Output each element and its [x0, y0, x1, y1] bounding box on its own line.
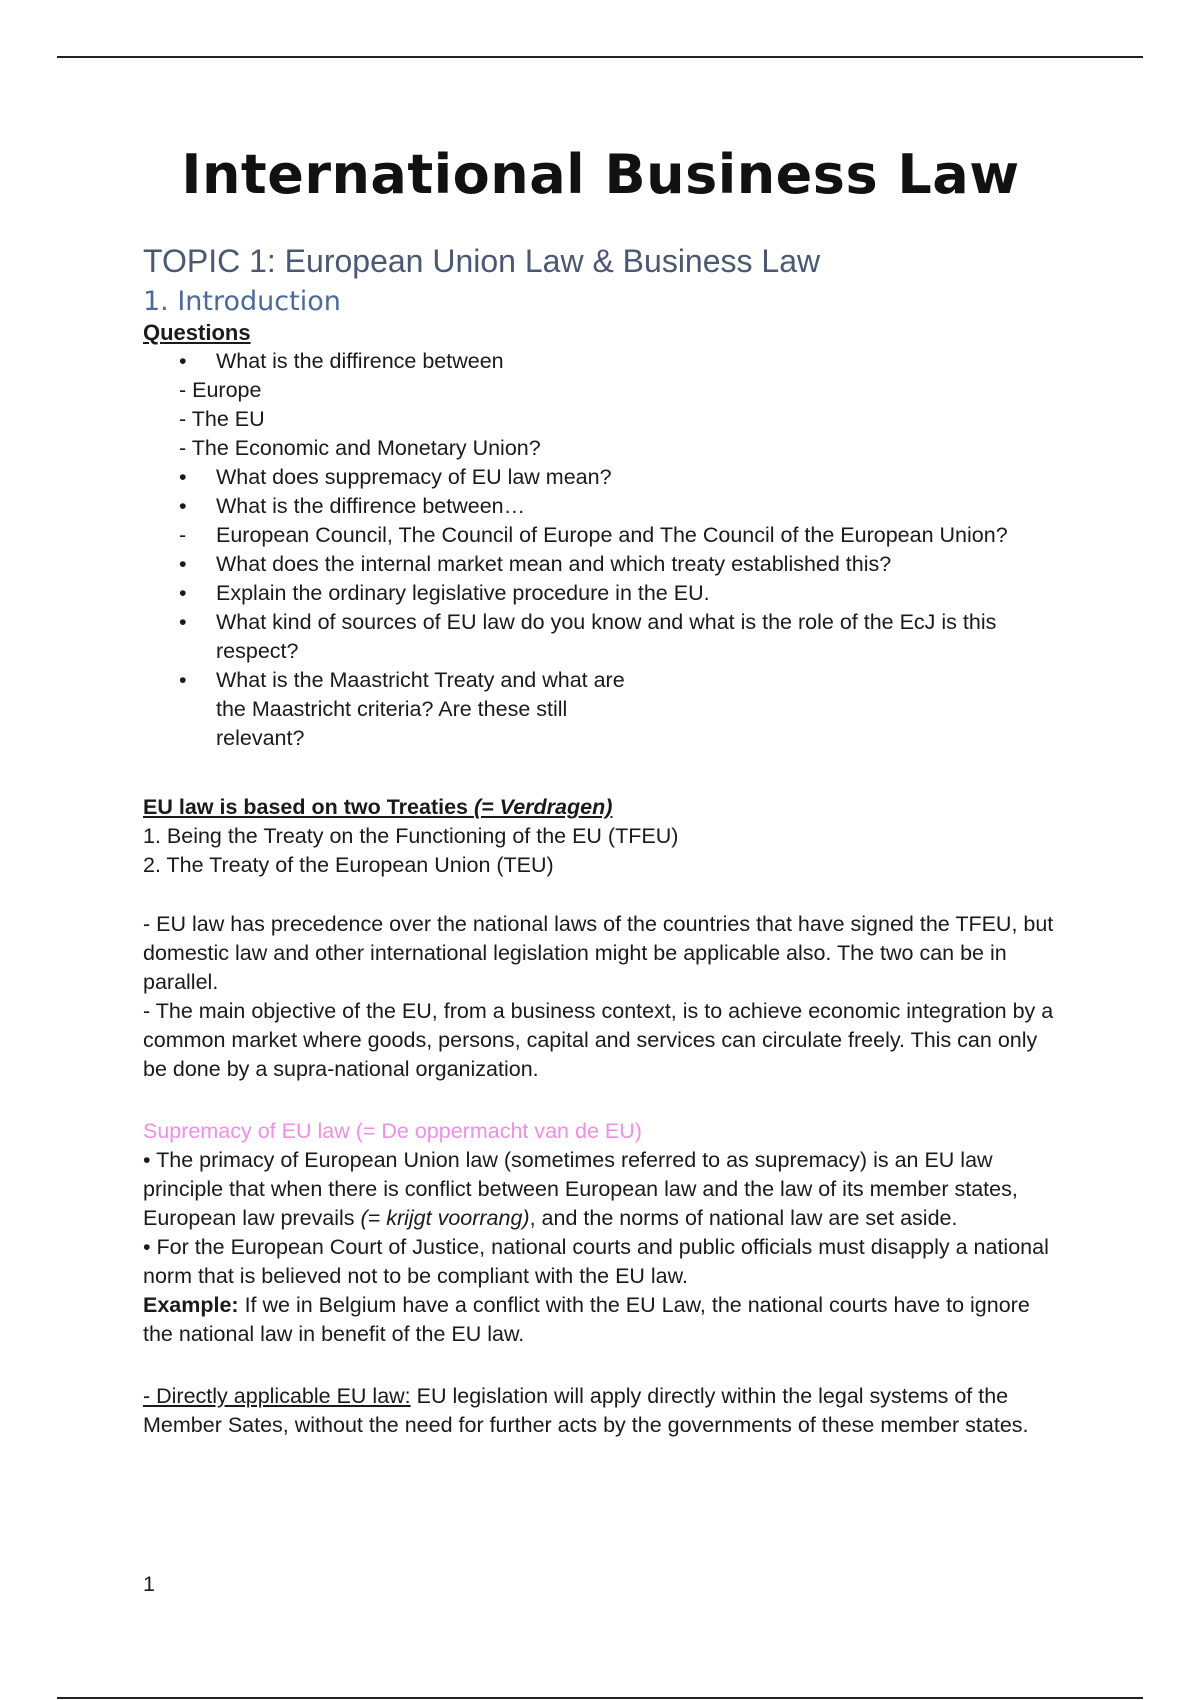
list-item: [143, 550, 1063, 579]
direct-label: - Directly applicable EU law:: [143, 1384, 411, 1408]
bullet-marker: •: [179, 610, 187, 634]
treaty-item: 1. Being the Treaty on the Functioning of the EU (TFEU): [143, 824, 679, 848]
list-item: [143, 608, 1063, 666]
bullet-marker: •: [179, 349, 187, 373]
questions-list: [143, 347, 1063, 753]
question-text: What is the Maastricht Treaty and what are the Maastricht criteria? Are these still relevant?: [216, 668, 625, 750]
question-text: What kind of sources of EU law do you know and what is the role of the EcJ is this respect?: [216, 610, 997, 663]
question-text: What does the internal market mean and which treaty established this?: [216, 552, 892, 576]
question-text: - The Economic and Monetary Union?: [179, 436, 541, 460]
supremacy-translation: (= krijgt voorrang): [360, 1206, 530, 1230]
supremacy-bullet-text: • The primacy of European Union law (sometimes referred to as supremacy) is an EU law principle that when there is conflict between European law and the law of its member states, European law prevails: [143, 1148, 1018, 1230]
list-item: [143, 463, 1063, 492]
example-text: If we in Belgium have a conflict with the EU Law, the national courts have to ignore the national law in benefit of the EU law.: [143, 1293, 1030, 1346]
questions-heading: Questions: [143, 320, 251, 345]
list-item: [143, 579, 1063, 608]
precedence-paragraph: - EU law has precedence over the national laws of the countries that have signed the TFEU, but domestic law and other international legislation might be applicable also. The two can be in parallel.: [143, 912, 1054, 994]
section-heading: 1. Introduction: [143, 286, 341, 317]
question-text: European Council, The Council of Europe and The Council of the European Union?: [216, 523, 1008, 547]
bottom-rule: [57, 1697, 1143, 1699]
supremacy-bullet: • For the European Court of Justice, national courts and public officials must disapply a national norm that is believed not to be compliant with the EU law.: [143, 1235, 1049, 1288]
treaties-section: [143, 793, 1063, 880]
list-item: [143, 405, 1063, 434]
list-item: [143, 347, 1063, 376]
question-text: - The EU: [179, 407, 265, 431]
bullet-marker: •: [179, 668, 187, 692]
dash-marker: -: [179, 523, 187, 547]
bullet-marker: •: [179, 581, 187, 605]
treaties-heading-text: EU law is based on two Treaties: [143, 795, 474, 819]
question-text: What is the diffirence between…: [216, 494, 526, 518]
list-item: [143, 521, 1063, 550]
treaty-item: 2. The Treaty of the European Union (TEU): [143, 853, 554, 877]
eu-law-paragraphs: [143, 910, 1063, 1084]
question-text: Explain the ordinary legislative procedure in the EU.: [216, 581, 710, 605]
page-number: 1: [143, 1572, 155, 1596]
question-text: What is the diffirence between: [216, 349, 504, 373]
document-title: International Business Law: [181, 143, 1020, 206]
question-text: - Europe: [179, 378, 262, 402]
bullet-marker: •: [179, 465, 187, 489]
direct-paragraph: [143, 1382, 1063, 1440]
bullet-marker: •: [179, 552, 187, 576]
direct-applicability-section: [143, 1382, 1063, 1440]
list-item: [143, 376, 1063, 405]
example-paragraph: [143, 1291, 1063, 1349]
example-label: Example:: [143, 1293, 239, 1317]
question-text: What does suppremacy of EU law mean?: [216, 465, 612, 489]
objective-paragraph: - The main objective of the EU, from a business context, is to achieve economic integration by a common market where goods, persons, capital and services can circulate freely. This can only be done by a supra-national organization.: [143, 999, 1054, 1081]
top-rule: [57, 56, 1143, 58]
bullet-marker: •: [179, 494, 187, 518]
treaties-heading-translation: (= Verdragen): [473, 795, 613, 819]
list-item: [143, 492, 1063, 521]
treaties-heading: [143, 793, 1063, 822]
supremacy-bullet: [143, 1146, 1063, 1233]
topic-heading: TOPIC 1: European Union Law & Business Law: [143, 243, 821, 279]
supremacy-section: [143, 1117, 1063, 1349]
list-item: [143, 434, 1063, 463]
supremacy-heading: Supremacy of EU law (= De oppermacht van de EU): [143, 1119, 642, 1143]
direct-text: EU legislation will apply directly within the legal systems of the Member Sates, without the need for further acts by the governments of these member states.: [143, 1384, 1029, 1437]
list-item: [143, 666, 636, 753]
supremacy-bullet-end: , and the norms of national law are set aside.: [529, 1206, 958, 1230]
